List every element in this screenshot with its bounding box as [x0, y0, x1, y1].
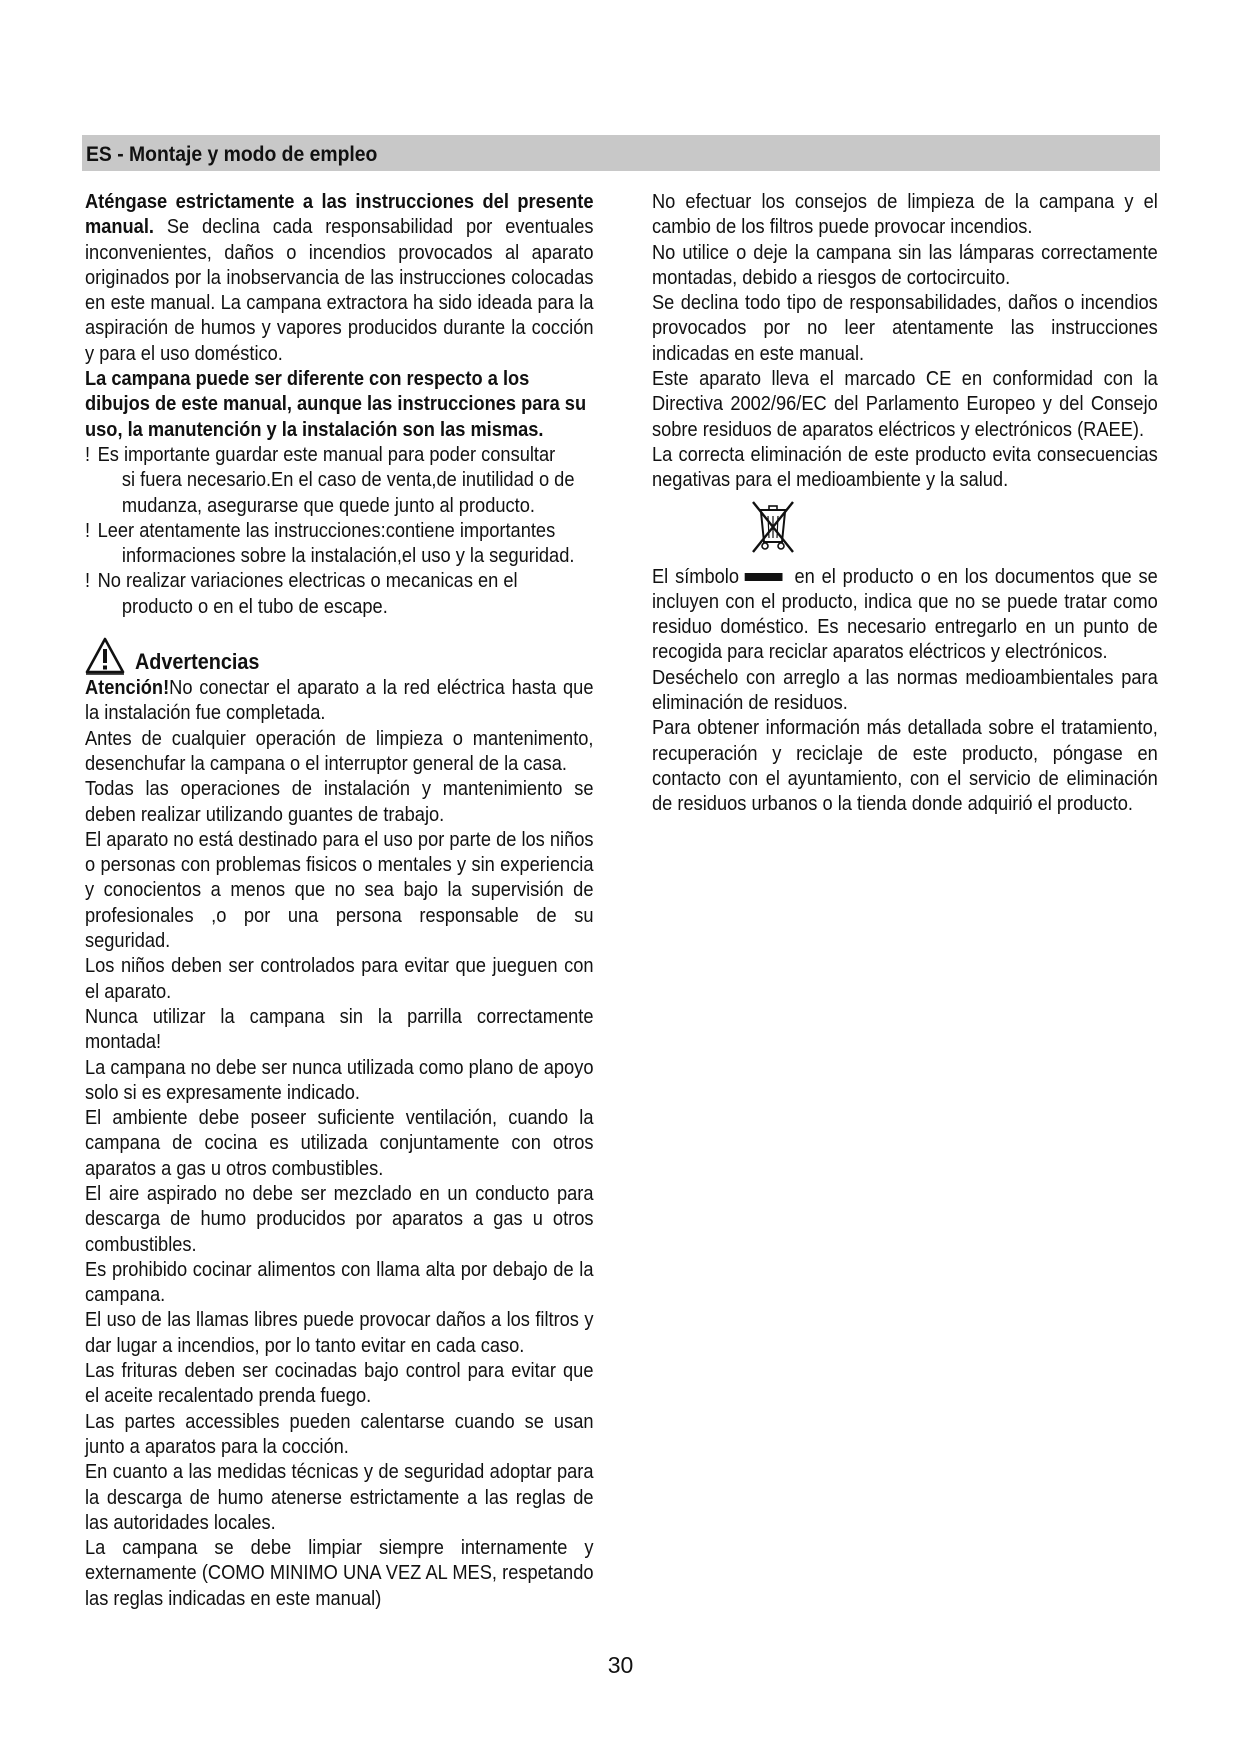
info-paragraph: Se declina todo tipo de responsabilidades, daños o incendios provocados por no leer atentamente las instrucciones indicadas en este manual.: [652, 292, 1158, 365]
intro-paragraph: [85, 190, 594, 367]
symbol-text-before: El símbolo: [652, 565, 740, 588]
warning-paragraph: En cuanto a las medidas técnicas y de seguridad adoptar para la descarga de humo atenerse estrictamente a las reglas de las autoridades locales.: [85, 1461, 594, 1534]
bullet-item: [85, 443, 594, 519]
warning-triangle-icon: [85, 636, 125, 676]
exclamation-mark: !: [85, 519, 91, 542]
intro-text: Se declina cada responsabilidad por eventuales inconvenientes, daños o incendios provocados al aparato originados por la inobservancia de las instrucciones colocadas en este manual. La campana extractora ha sido ideada para la aspiración de humos y vapores producidos durante la cocción y para el uso doméstico.: [85, 216, 594, 365]
bullet-first-line: Es importante guardar este manual para poder consultar: [97, 443, 556, 466]
warning-paragraph: Antes de cualquier operación de limpieza o mantenimento, desenchufar la campana o el interruptor general de la casa.: [85, 727, 594, 775]
section-title: ES - Montaje y modo de empleo: [86, 142, 378, 166]
bullet-first-line: No realizar variaciones electricas o mecanicas en el: [97, 570, 518, 593]
warning-paragraph: Las partes accessibles pueden calentarse cuando se usan junto a aparatos para la cocción.: [85, 1410, 594, 1458]
bullet-item: [85, 519, 594, 570]
warning-paragraph: Todas las operaciones de instalación y mantenimiento se deben realizar utilizando guantes de trabajo.: [85, 778, 594, 826]
info-paragraph: Este aparato lleva el marcado CE en conformidad con la Directiva 2002/96/EC del Parlamento Europeo y del Consejo sobre residuos de aparatos eléctricos y electrónicos (RAEE).: [652, 368, 1158, 441]
info-paragraph: No efectuar los consejos de limpieza de la campana y el cambio de los filtros puede provocar incendios.: [652, 191, 1158, 239]
warning-paragraph: La campana se debe limpiar siempre internamente y externamente (COMO MINIMO UNA VEZ AL MES, respetando las reglas indicadas en este manual): [85, 1537, 594, 1610]
warning-paragraph: Los niños deben ser controlados para evitar que jueguen con el aparato.: [85, 955, 594, 1003]
warning-paragraph: Es prohibido cocinar alimentos con llama alta por debajo de la campana.: [85, 1258, 594, 1307]
intro-bold: Aténgase estrictamente a las instrucciones del presente manual.: [85, 191, 594, 239]
info-paragraph: No utilice o deje la campana sin las lámparas correctamente montadas, debido a riesgos de cortocircuito.: [652, 241, 1158, 289]
attention-label: Atención!: [85, 677, 170, 700]
bullet-first-line: Leer atentamente las instrucciones:contiene importantes: [97, 519, 556, 542]
info-paragraph: Para obtener información más detallada sobre el tratamiento, recuperación y reciclaje de este producto, póngase en contacto con el ayuntamiento, con el servicio de eliminación de residuos urbanos o la tienda donde adquirió el producto.: [652, 717, 1158, 816]
warning-paragraph: Nunca utilizar la campana sin la parrilla correctamente montada!: [85, 1005, 594, 1054]
bullet-continuation: informaciones sobre la instalación,el uso y la seguridad.: [121, 545, 575, 568]
intro-bold-paragraph: La campana puede ser diferente con respecto a los dibujos de este manual, aunque las instrucciones para su uso, la manutención y la instalación son las mismas.: [85, 368, 587, 441]
black-bar-symbol-icon: [744, 573, 782, 581]
exclamation-mark: !: [85, 570, 91, 593]
warning-paragraph: El ambiente debe poseer suficiente ventilación, cuando la campana de cocina es utilizada conjuntamente con otros aparatos a gas u otros combustibles.: [85, 1107, 594, 1180]
exclamation-mark: !: [85, 443, 91, 466]
warning-paragraph: El aparato no está destinado para el uso por parte de los niños o personas con problemas fisicos o mentales y sin experiencia y conocientos a menos que no sea bajo la supervisión de profesionales ,o por una persona responsable de su seguridad.: [85, 828, 594, 953]
warning-paragraph: La campana no debe ser nunca utilizada como plano de apoyo solo si es expresamente indicado.: [85, 1056, 594, 1104]
warning-paragraph: El uso de las llamas libres puede provocar daños a los filtros y dar lugar a incendios, por lo tanto evitar en cada caso.: [85, 1309, 594, 1357]
weee-crossed-bin-icon: [747, 498, 799, 556]
attention-paragraph: [85, 676, 594, 727]
info-paragraph: La correcta eliminación de este producto evita consecuencias negativas para el medioambiente y la salud.: [652, 443, 1158, 492]
bullet-continuation: producto o en el tubo de escape.: [121, 595, 388, 618]
warning-paragraph: El aire aspirado no debe ser mezclado en un conducto para descarga de humo producidos por aparatos a gas u otros combustibles.: [85, 1182, 594, 1256]
bullet-continuation: si fuera necesario.En el caso de venta,de inutilidad o de mudanza, asegurarse que quede junto al producto.: [121, 469, 575, 517]
bullet-item: [85, 569, 594, 620]
warning-paragraph: Las frituras deben ser cocinadas bajo control para evitar que el aceite recalentado prenda fuego.: [85, 1360, 594, 1408]
left-column: [85, 190, 650, 1612]
info-paragraph: Deséchelo con arreglo a las normas medioambientales para eliminación de residuos.: [652, 666, 1158, 715]
right-column: [652, 190, 1214, 818]
warnings-title: Advertencias: [135, 649, 260, 675]
page-number: 30: [607, 1652, 634, 1678]
attention-text: No conectar el aparato a la red eléctrica hasta que la instalación fue completada.: [85, 677, 594, 725]
symbol-text-after: en el producto o en los documentos que se incluyen con el producto, indica que no se puede tratar como residuo doméstico. Es necesario entregarlo en un punto de recogida para reciclar aparatos eléctricos y electrónicos.: [652, 565, 1158, 664]
symbol-paragraph: [652, 565, 1158, 666]
warnings-heading: [85, 632, 650, 676]
